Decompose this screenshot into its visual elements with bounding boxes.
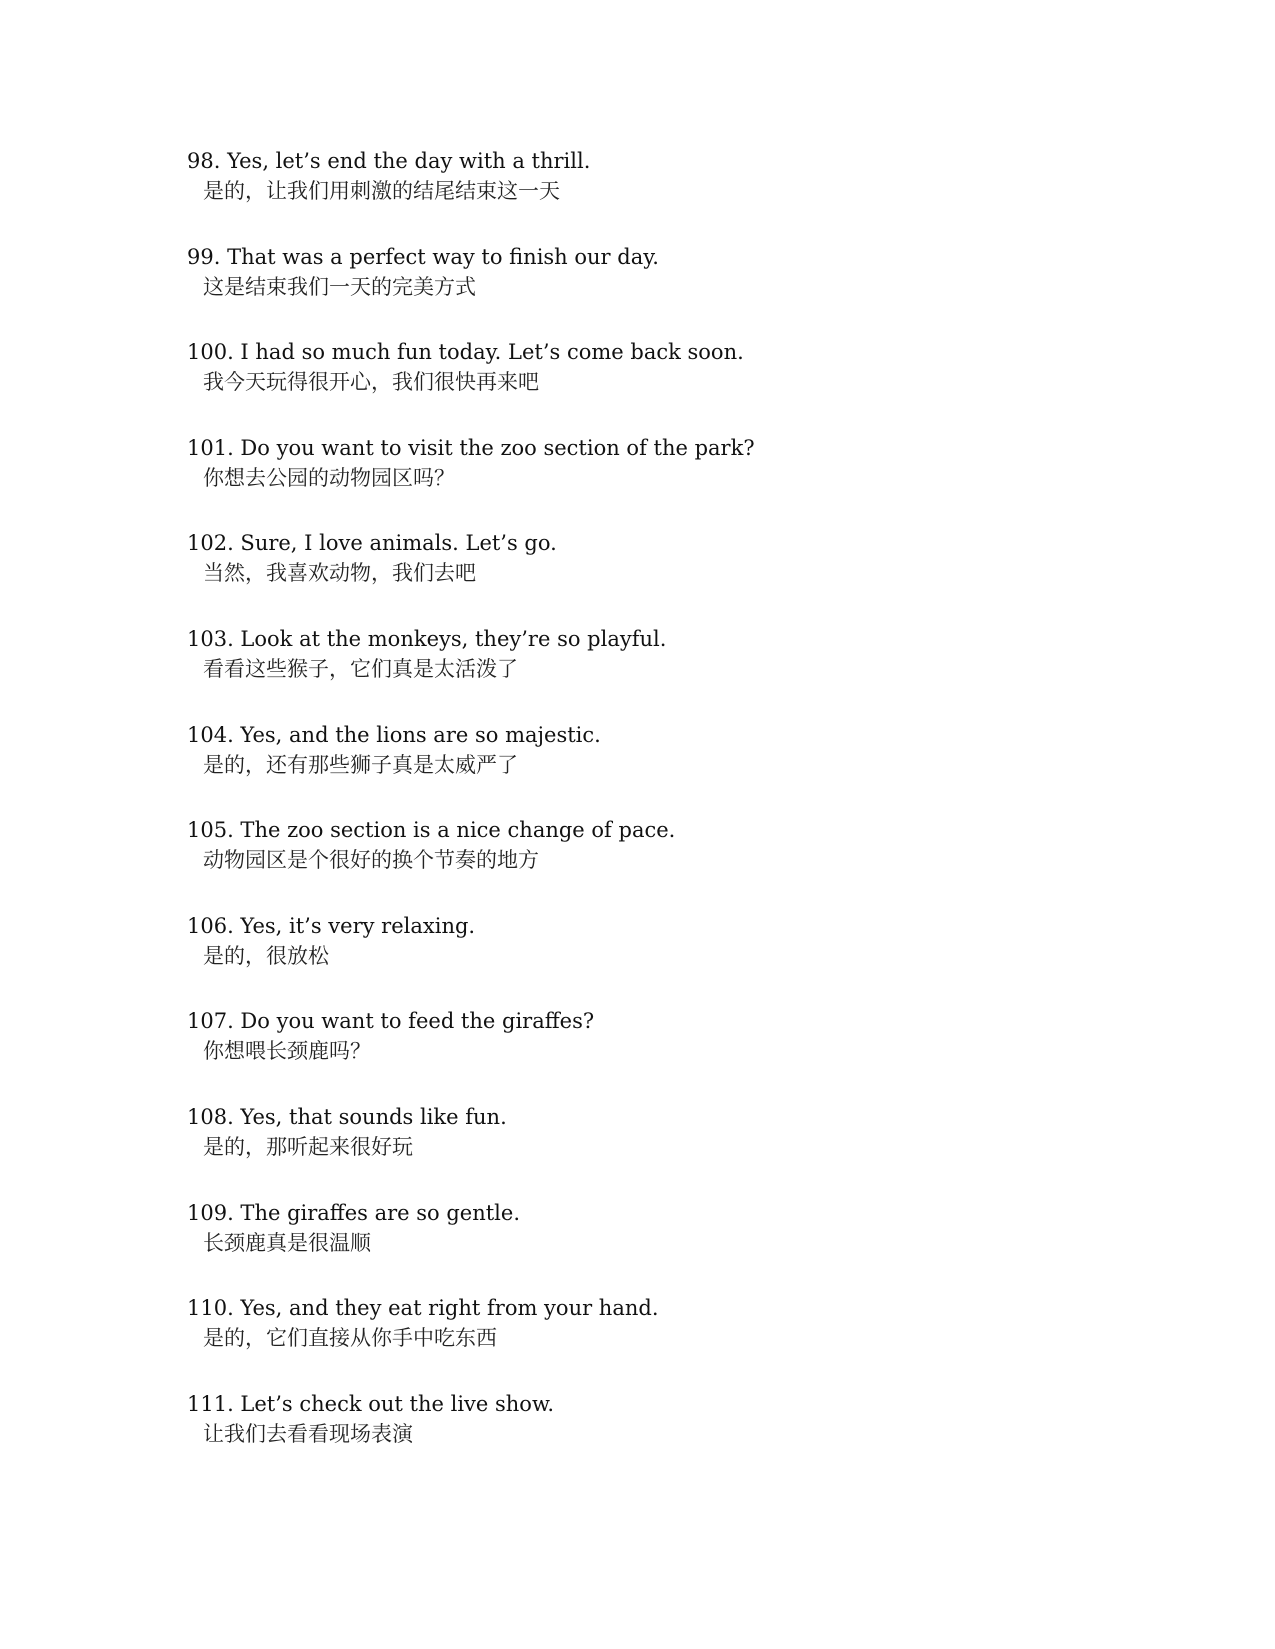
english-sentence: 101. Do you want to visit the zoo section of the park? xyxy=(187,435,755,460)
list-item xyxy=(187,1102,1087,1198)
english-sentence: 102. Sure, I love animals. Let’s go. xyxy=(187,531,557,556)
chinese-translation: 是的，它们直接从你手中吃东西 xyxy=(203,1326,497,1351)
chinese-translation: 你想去公园的动物园区吗？ xyxy=(203,465,455,490)
english-sentence: 108. Yes, that sounds like fun. xyxy=(187,1104,507,1129)
english-sentence: 103. Look at the monkeys, they’re so playful. xyxy=(187,626,667,651)
chinese-translation: 让我们去看看现场表演 xyxy=(203,1421,413,1446)
chinese-translation: 你想喂长颈鹿吗？ xyxy=(203,1039,371,1064)
list-item xyxy=(187,1293,1087,1389)
list-item xyxy=(187,1389,1087,1485)
list-item xyxy=(187,911,1087,1007)
chinese-translation: 是的，很放松 xyxy=(203,943,329,968)
list-item xyxy=(187,1198,1087,1294)
english-sentence: 106. Yes, it’s very relaxing. xyxy=(187,913,476,938)
list-item xyxy=(187,720,1087,816)
chinese-translation: 是的，让我们用刺激的结尾结束这一天 xyxy=(203,179,560,203)
english-sentence: 105. The zoo section is a nice change of pace. xyxy=(187,818,676,843)
english-sentence: 110. Yes, and they eat right from your hand. xyxy=(187,1296,659,1321)
english-sentence: 104. Yes, and the lions are so majestic. xyxy=(187,722,601,747)
list-item xyxy=(187,815,1087,911)
list-item xyxy=(187,337,1087,433)
chinese-translation: 当然，我喜欢动物，我们去吧 xyxy=(203,561,476,586)
english-sentence: 107. Do you want to feed the giraffes? xyxy=(187,1009,595,1034)
phrase-list xyxy=(187,146,1087,1484)
english-sentence: 109. The giraffes are so gentle. xyxy=(187,1200,520,1225)
chinese-translation: 长颈鹿真是很温顺 xyxy=(203,1230,371,1255)
list-item xyxy=(187,242,1087,338)
english-sentence: 100. I had so much fun today. Let’s come back soon. xyxy=(187,340,744,365)
list-item xyxy=(187,624,1087,720)
english-sentence: 99. That was a perfect way to finish our day. xyxy=(187,244,659,269)
list-item xyxy=(187,433,1087,529)
list-item xyxy=(187,528,1087,624)
chinese-translation: 是的，还有那些狮子真是太威严了 xyxy=(203,752,518,777)
chinese-translation: 是的，那听起来很好玩 xyxy=(203,1134,413,1159)
chinese-translation: 动物园区是个很好的换个节奏的地方 xyxy=(203,848,539,873)
list-item xyxy=(187,1006,1087,1102)
english-sentence: 111. Let’s check out the live show. xyxy=(187,1391,555,1416)
chinese-translation: 这是结束我们一天的完美方式 xyxy=(203,274,476,299)
chinese-translation: 看看这些猴子，它们真是太活泼了 xyxy=(203,656,518,681)
english-sentence: 98. Yes, let’s end the day with a thrill. xyxy=(187,149,591,173)
chinese-translation: 我今天玩得很开心，我们很快再来吧 xyxy=(203,370,539,395)
list-item xyxy=(187,146,1087,242)
